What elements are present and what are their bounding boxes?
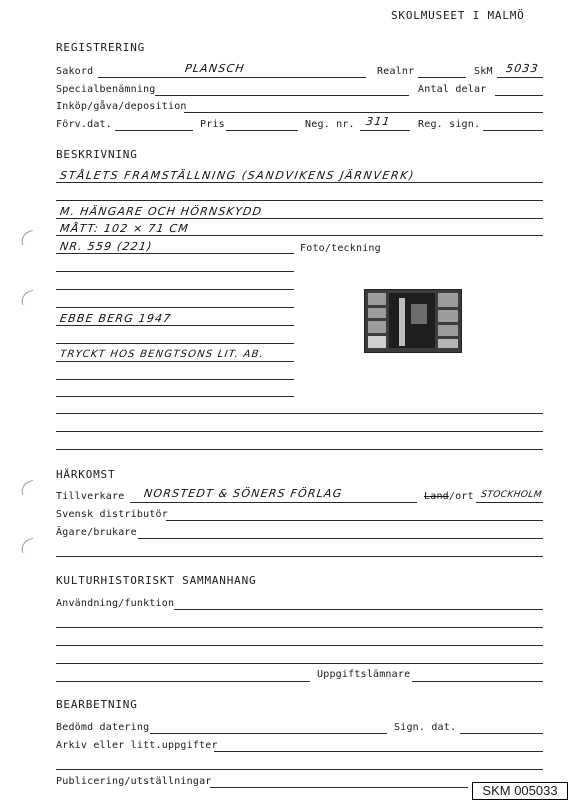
kulturhistoriskt-rule [56, 663, 543, 664]
punch-hole [19, 290, 37, 305]
sakord-value[interactable]: PLANSCH [184, 62, 246, 75]
beskrivning-rule [56, 379, 294, 380]
beskrivning-rule [56, 182, 543, 183]
beskrivning-rule [56, 235, 543, 236]
datering-label: Bedömd datering [56, 722, 150, 733]
harkomst-rule [56, 556, 543, 557]
beskrivning-rule [56, 413, 543, 414]
skm-label: SkM [474, 66, 493, 77]
distributor-line [166, 520, 543, 521]
neg-nr-label: Neg. nr. [305, 119, 355, 130]
beskrivning-line-4[interactable]: NR. 559 (221) [59, 240, 154, 253]
reg-sign-line [483, 130, 543, 131]
datering-line [150, 733, 387, 734]
kulturhistoriskt-rule [56, 627, 543, 628]
section-heading-kulturhistoriskt: KULTURHISTORISKT SAMMANHANG [56, 574, 257, 587]
specialbenamning-line [155, 95, 409, 96]
punch-hole [19, 480, 37, 495]
beskrivning-line-1[interactable]: STÅLETS FRAMSTÄLLNING (SANDVIKENS JÄRNVERK) [59, 169, 416, 182]
beskrivning-rule [56, 200, 543, 201]
ort-value[interactable]: STOCKHOLM [480, 490, 543, 500]
kulturhistoriskt-rule [56, 681, 310, 682]
beskrivning-rule [56, 271, 294, 272]
beskrivning-line-3[interactable]: MÅTT: 102 × 71 CM [59, 222, 190, 235]
antal-delar-line [495, 95, 543, 96]
pris-label: Pris [200, 119, 225, 130]
beskrivning-rule [56, 343, 294, 344]
sign-dat-line [460, 733, 543, 734]
beskrivning-rule [56, 307, 294, 308]
sakord-line [98, 77, 366, 78]
inkop-label: Inköp/gåva/deposition [56, 101, 187, 112]
beskrivning-rule [56, 325, 294, 326]
tillverkare-label: Tillverkare [56, 491, 125, 502]
skm-line [497, 77, 543, 78]
foto-label: Foto/teckning [300, 243, 381, 254]
institution-title: SKOLMUSEET I MALMÖ [391, 9, 525, 22]
publicering-label: Publicering/utställningar [56, 776, 212, 787]
beskrivning-rule [56, 218, 543, 219]
poster-photo[interactable] [364, 289, 462, 353]
inkop-line [184, 112, 543, 113]
beskrivning-rule [56, 289, 294, 290]
sign-dat-label: Sign. dat. [394, 722, 457, 733]
forv-dat-line [115, 130, 193, 131]
beskrivning-rule [56, 253, 294, 254]
punch-hole [19, 230, 37, 245]
distributor-label: Svensk distributör [56, 509, 168, 520]
kulturhistoriskt-rule [56, 645, 543, 646]
pris-line [226, 130, 298, 131]
anvandning-line [174, 609, 543, 610]
realnr-label: Realnr [377, 66, 415, 77]
beskrivning-rule [56, 396, 294, 397]
antal-delar-label: Antal delar [418, 84, 487, 95]
uppgiftslamnare-line [412, 681, 543, 682]
sakord-label: Sakord [56, 66, 94, 77]
beskrivning-rule [56, 361, 294, 362]
beskrivning-rule [56, 449, 543, 450]
beskrivning-line-2[interactable]: M. HÄNGARE OCH HÖRNSKYDD [59, 205, 264, 218]
anvandning-label: Användning/funktion [56, 598, 175, 609]
punch-hole [19, 538, 37, 553]
agare-label: Ägare/brukare [56, 527, 137, 538]
arkiv-line [214, 751, 543, 752]
neg-nr-line [360, 130, 410, 131]
specialbenamning-label: Specialbenämning [56, 84, 156, 95]
reg-sign-label: Reg. sign. [418, 119, 481, 130]
catalogue-id-stamp: SKM 005033 [472, 782, 568, 800]
realnr-line [418, 77, 466, 78]
beskrivning-rule [56, 431, 543, 432]
agare-line [138, 538, 543, 539]
section-heading-registrering: REGISTRERING [56, 41, 146, 54]
section-heading-beskrivning: BESKRIVNING [56, 148, 138, 161]
tillverkare-line [130, 502, 417, 503]
skm-value[interactable]: 5033 [505, 62, 540, 75]
arkiv-label: Arkiv eller litt.uppgifter [56, 740, 218, 751]
ort-line [476, 502, 543, 503]
section-heading-bearbetning: BEARBETNING [56, 698, 138, 711]
publicering-line [210, 787, 468, 788]
beskrivning-line-5[interactable]: EBBE BERG 1947 [59, 312, 173, 325]
land-ort-label: Land/ort [424, 491, 474, 502]
uppgiftslamnare-label: Uppgiftslämnare [317, 669, 411, 680]
forv-dat-label: Förv.dat. [56, 119, 112, 130]
neg-nr-value[interactable]: 311 [365, 115, 392, 128]
tillverkare-value[interactable]: NORSTEDT & SÖNERS FÖRLAG [143, 487, 344, 500]
section-heading-harkomst: HÄRKOMST [56, 468, 116, 481]
bearbetning-rule [56, 769, 543, 770]
beskrivning-line-6[interactable]: TRYCKT HOS BENGTSONS LIT. AB. [59, 349, 265, 360]
